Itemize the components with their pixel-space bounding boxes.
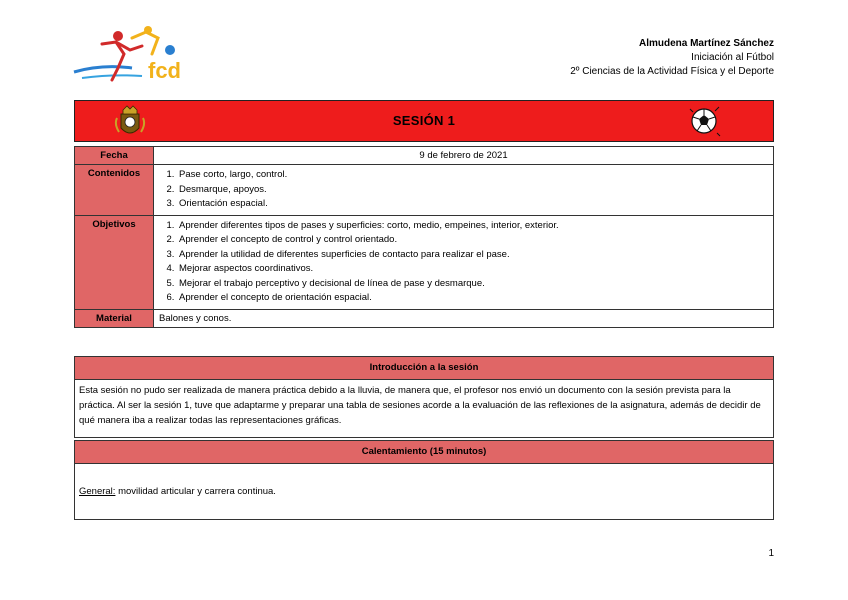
contenidos-cell — [154, 165, 774, 216]
objetivos-list — [159, 219, 768, 306]
document-header — [570, 37, 774, 79]
contenidos-label: Contenidos — [75, 165, 154, 216]
objetivos-cell — [154, 215, 774, 309]
warmup-body — [74, 464, 774, 520]
list-item: 5. Mejorar el trabajo perceptivo y decisional de línea de pase y desmarque. — [177, 277, 768, 292]
list-item: 6. Aprender el concepto de orientación espacial. — [177, 291, 768, 306]
soccer-ball-icon — [687, 105, 721, 137]
table-row — [75, 165, 774, 216]
session-title: SESIÓN 1 — [392, 113, 456, 128]
material-label: Material — [75, 309, 154, 327]
subject-name: Iniciación al Fútbol — [691, 52, 774, 63]
list-item: 1. Pase corto, largo, control. — [177, 168, 768, 183]
list-item: 2. Desmarque, apoyos. — [177, 183, 768, 198]
material-value: Balones y conos. — [154, 309, 774, 327]
list-item: 3. Orientación espacial. — [177, 197, 768, 212]
objetivos-label: Objetivos — [75, 215, 154, 309]
intro-text: Esta sesión no pudo ser realizada de manera práctica debido a la lluvia, de manera que, el profesor nos envió un documento con la sesión prevista para la práctica. Al ser la sesión 1, tuve que adaptarme y preparar una tabla de sesiones acorde a la evaluación de las reflexiones de la asignatura, además de decidir de qué manera iba a realizar todas las representaciones gráficas. — [74, 380, 774, 438]
general-text: movilidad articular y carrera continua. — [115, 486, 276, 497]
table-row — [75, 309, 774, 327]
table-row — [75, 215, 774, 309]
list-item: 3. Aprender la utilidad de diferentes superficies de contacto para realizar el pase. — [177, 248, 768, 263]
general-label: General: — [79, 486, 116, 497]
fcd-logo-icon — [72, 24, 184, 84]
contenidos-list — [159, 168, 768, 212]
fecha-label: Fecha — [75, 147, 154, 165]
intro-heading: Introducción a la sesión — [74, 356, 774, 380]
list-item: 1. Aprender diferentes tipos de pases y superficies: corto, medio, empeines, interior, exterior. — [177, 219, 768, 234]
degree-name: 2º Ciencias de la Actividad Física y el Deporte — [570, 66, 774, 77]
fecha-value: 9 de febrero de 2021 — [154, 147, 774, 165]
logo-text: fcd — [148, 58, 181, 83]
list-item: 2. Aprender el concepto de control y control orientado. — [177, 233, 768, 248]
page-number: 1 — [768, 548, 774, 559]
session-banner — [74, 100, 774, 142]
author-name: Almudena Martínez Sánchez — [638, 38, 774, 49]
list-item: 4. Mejorar aspectos coordinativos. — [177, 262, 768, 277]
session-info-table — [74, 146, 774, 328]
table-row — [75, 147, 774, 165]
warmup-heading: Calentamiento (15 minutos) — [74, 440, 774, 464]
